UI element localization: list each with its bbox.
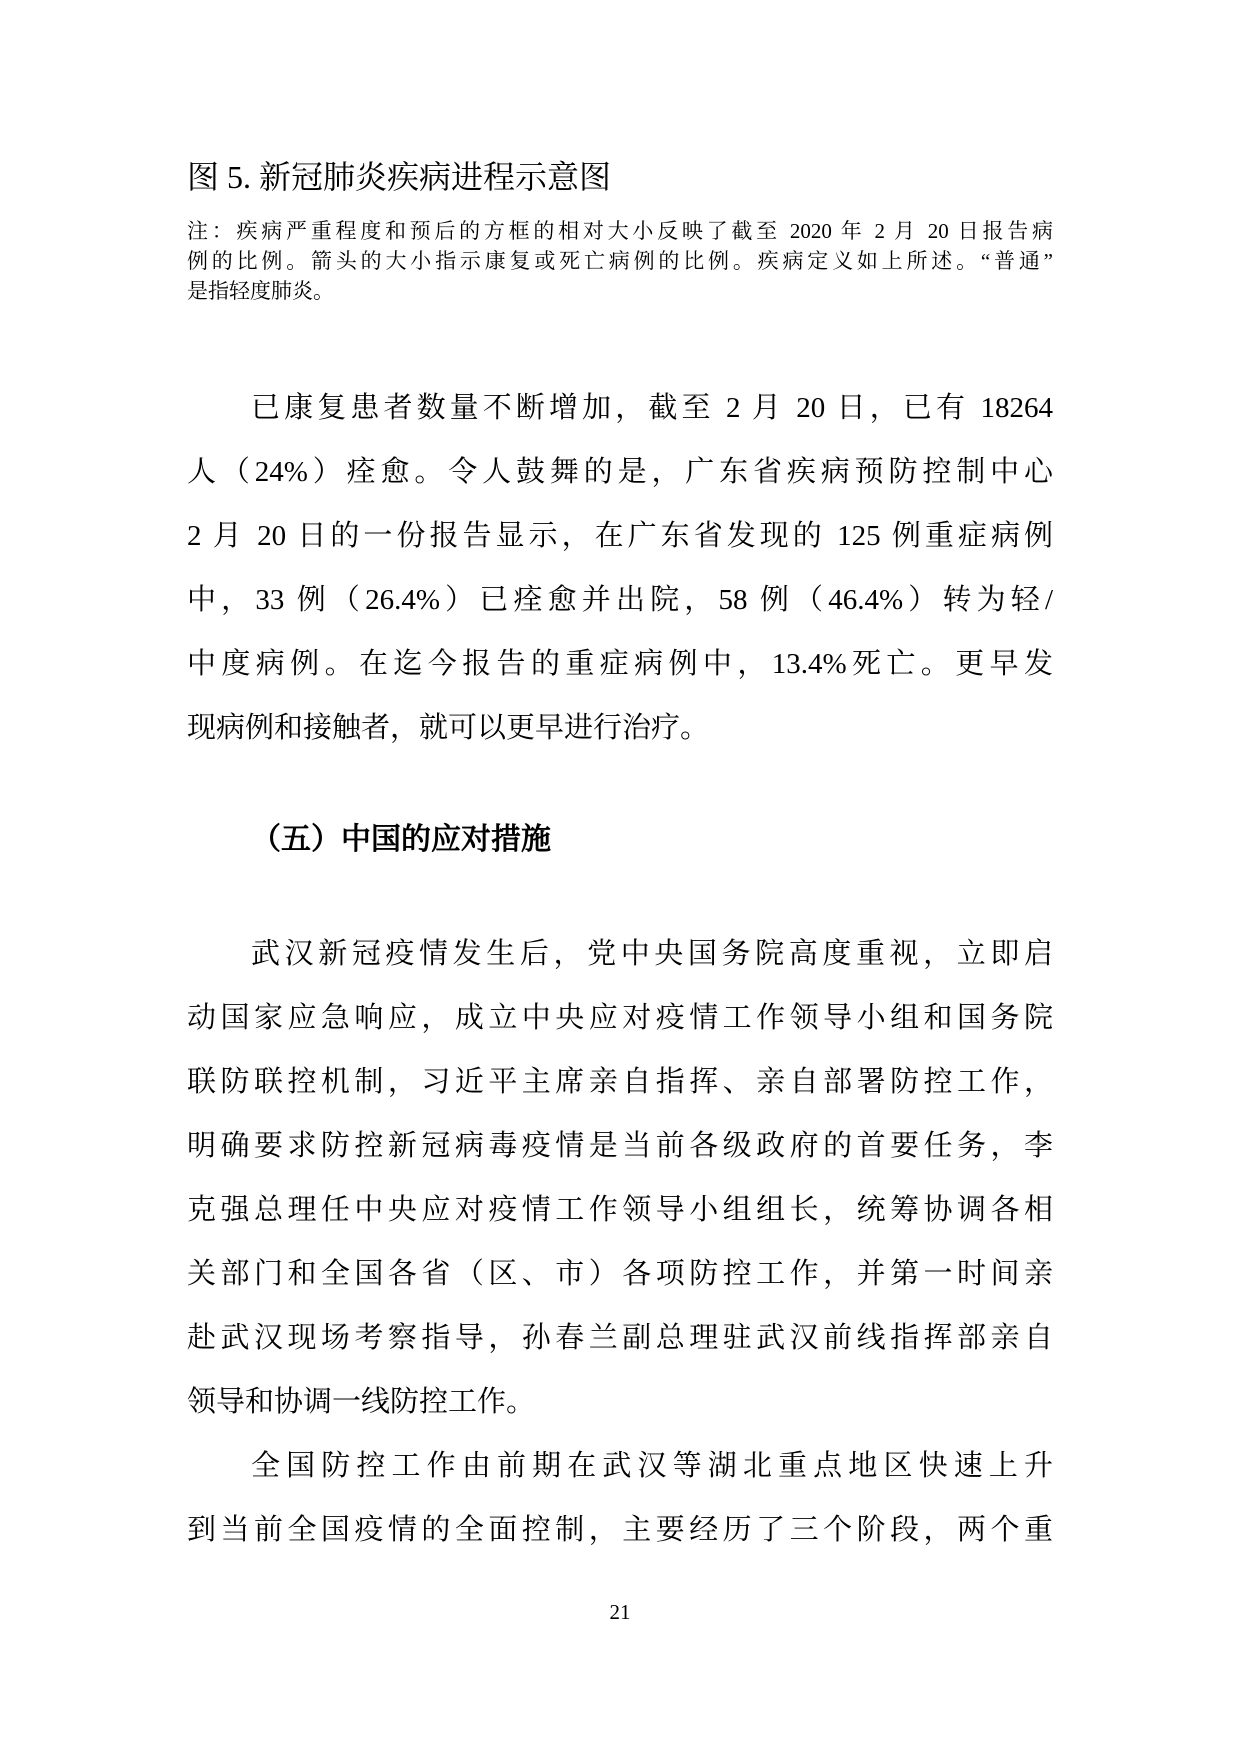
figure-note-line: 例的比例。箭头的大小指示康复或死亡病例的比例。疾病定义如上所述。“普通” [187, 249, 1053, 273]
figure-note-line: 注：疾病严重程度和预后的方框的相对大小反映了截至 2020 年 2 月 20 日报告病 [187, 219, 1053, 243]
figure-note-line: 是指轻度肺炎。 [187, 279, 334, 303]
body-text-line: 赴武汉现场考察指导，孙春兰副总理驻武汉前线指挥部亲自 [187, 1322, 1053, 1354]
body-text-line: 联防联控机制，习近平主席亲自指挥、亲自部署防控工作， [187, 1066, 1053, 1098]
body-text-line: 中度病例。在迄今报告的重症病例中，13.4%死亡。更早发 [187, 648, 1053, 680]
paragraph-recovery-stats [187, 376, 1053, 760]
body-text-line: 领导和协调一线防控工作。 [187, 1386, 536, 1418]
body-text-line: 全国防控工作由前期在武汉等湖北重点地区快速上升 [251, 1450, 1053, 1482]
section-heading-china-response: （五）中国的应对措施 [251, 823, 551, 856]
body-text-line: 2 月 20 日的一份报告显示，在广东省发现的 125 例重症病例 [187, 520, 1053, 552]
body-text-line: 现病例和接触者，就可以更早进行治疗。 [187, 712, 710, 744]
body-text-line: 人（24%）痊愈。令人鼓舞的是，广东省疾病预防控制中心 [187, 456, 1053, 488]
section-body [187, 922, 1053, 1562]
figure-note [187, 216, 1053, 306]
page-number: 21 [609, 1600, 631, 1624]
body-text-line: 到当前全国疫情的全面控制，主要经历了三个阶段，两个重 [187, 1514, 1053, 1546]
body-text-line: 克强总理任中央应对疫情工作领导小组组长，统筹协调各相 [187, 1194, 1053, 1226]
body-text-line: 动国家应急响应，成立中央应对疫情工作领导小组和国务院 [187, 1002, 1053, 1034]
body-text-line: 武汉新冠疫情发生后，党中央国务院高度重视，立即启 [251, 938, 1053, 970]
figure-caption-title: 图 5. 新冠肺炎疾病进程示意图 [187, 159, 612, 195]
body-text-line: 关部门和全国各省（区、市）各项防控工作，并第一时间亲 [187, 1258, 1053, 1290]
body-text-line: 已康复患者数量不断增加，截至 2 月 20 日，已有 18264 [251, 392, 1053, 424]
body-text-line: 中，33 例（26.4%）已痊愈并出院，58 例（46.4%）转为轻/ [187, 584, 1053, 616]
body-text-line: 明确要求防控新冠病毒疫情是当前各级政府的首要任务，李 [187, 1130, 1053, 1162]
